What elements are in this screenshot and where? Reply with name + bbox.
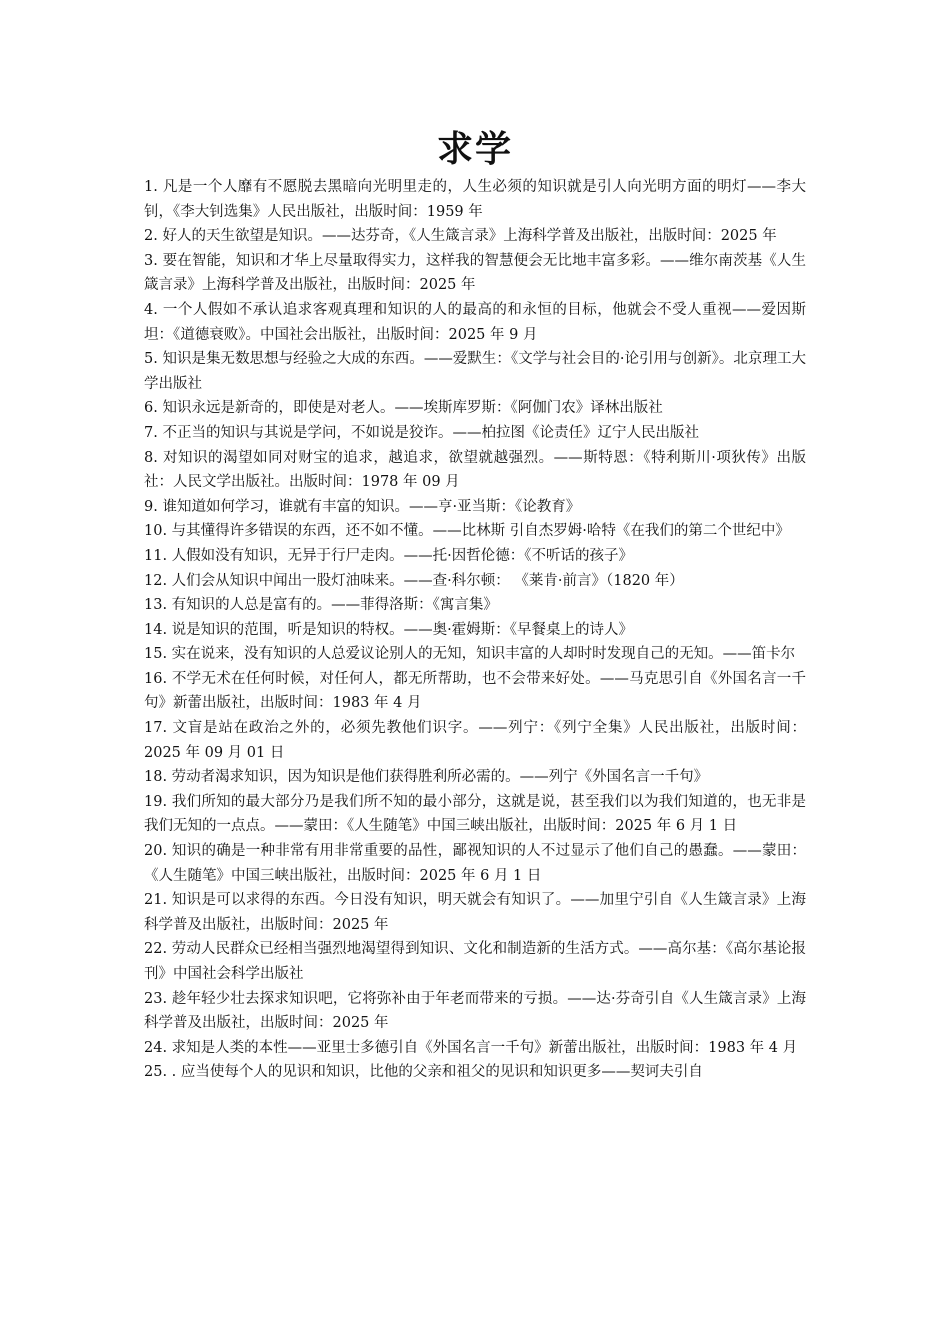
quote-item: 14. 说是知识的范围，听是知识的特权。——奥·霍姆斯：《早餐桌上的诗人》 [144,621,634,638]
quote-item: 12. 人们会从知识中闻出一股灯油味来。——查·科尔顿： 《莱肯·前言》（1820 年） [144,572,684,589]
quote-item: 8. 对知识的渴望如同对财宝的追求，越追求，欲望就越强烈。——斯特恩：《特利斯川·项狄传》出版社：人民文学出版社。出版时间：1978 年 09 月 [144,449,806,491]
quote-item: 24. 求知是人类的本性——亚里士多德引自《外国名言一千句》新蕾出版社，出版时间：1983 年 4 月 [144,1039,798,1056]
quote-item: 18. 劳动者渴求知识，因为知识是他们获得胜利所必需的。——列宁《外国名言一千句》 [144,769,709,786]
quote-item: 17. 文盲是站在政治之外的，必须先教他们识字。——列宁：《列宁全集》人民出版社，出版时间：2025 年 09 月 01 日 [144,720,806,761]
quote-item: 21. 知识是可以求得的东西。今日没有知识，明天就会有知识了。——加里宁引自《人生箴言录》上海科学普及出版社，出版时间：2025 年 [144,892,806,933]
quote-item: 4. 一个人假如不承认追求客观真理和知识的人的最高的和永恒的目标，他就会不受人重视——爱因斯坦：《道德衰败》。中国社会出版社，出版时间：2025 年 9 月 [144,301,806,343]
quote-item: 3. 要在智能，知识和才华上尽量取得实力，这样我的智慧便会无比地丰富多彩。——维尔南茨基《人生箴言录》上海科学普及出版社，出版时间：2025 年 [144,252,806,294]
quote-item: 1. 凡是一个人靡有不愿脱去黑暗向光明里走的，人生必须的知识就是引人向光明方面的明灯——李大钊，《李大钊选集》人民出版社，出版时间：1959 年 [144,179,806,220]
page-title: 求学 [436,129,513,170]
quote-item: 6. 知识永远是新奇的，即使是对老人。——埃斯库罗斯：《阿伽门农》译林出版社 [144,400,663,417]
quote-item: 10. 与其懂得许多错误的东西，还不如不懂。——比林斯 引自杰罗姆·哈特《在我们的第二个世纪中》 [144,523,790,540]
quote-item: 7. 不正当的知识与其说是学问，不如说是狡诈。——柏拉图《论责任》辽宁人民出版社 [144,424,699,441]
quote-item: 23. 趁年轻少壮去探求知识吧，它将弥补由于年老而带来的亏损。——达·芬奇引自《人生箴言录》上海科学普及出版社，出版时间：2025 年 [144,990,806,1032]
quote-item: 15. 实在说来，没有知识的人总爱议论别人的无知，知识丰富的人却时时发现自己的无知。——笛卡尔 [144,646,796,663]
quote-item: 11. 人假如没有知识，无异于行尸走肉。——托·因哲伦德：《不听话的孩子》 [144,547,634,564]
quote-item: 19. 我们所知的最大部分乃是我们所不知的最小部分，这就是说，甚至我们以为我们知道的，也无非是我们无知的一点点。——蒙田：《人生随笔》中国三峡出版社，出版时间：2025 年 6 月 1 日 [144,793,806,835]
quote-item: 16. 不学无术在任何时候，对任何人，都无所帮助，也不会带来好处。——马克思引自《外国名言一千句》新蕾出版社，出版时间：1983 年 4 月 [144,670,806,712]
quote-item: 2. 好人的天生欲望是知识。——达芬奇，《人生箴言录》上海科学普及出版社，出版时间：2025 年 [144,228,777,245]
quote-item: 20. 知识的确是一种非常有用非常重要的品性，鄙视知识的人不过显示了他们自己的愚蠢。——蒙田：《人生随笔》中国三峡出版社，出版时间：2025 年 6 月 1 日 [144,843,806,884]
quote-item: 22. 劳动人民群众已经相当强烈地渴望得到知识、文化和制造新的生活方式。——高尔基：《高尔基论报刊》中国社会科学出版社 [144,941,806,982]
quote-item: 13. 有知识的人总是富有的。——菲得洛斯：《寓言集》 [144,597,498,614]
quote-list [144,175,806,1085]
quote-item: 9. 谁知道如何学习，谁就有丰富的知识。——亨·亚当斯：《论教育》 [144,498,581,515]
quote-item: 25. . 应当使每个人的见识和知识，比他的父亲和祖父的见识和知识更多——契诃夫引自 [144,1064,703,1081]
quote-item: 5. 知识是集无数思想与经验之大成的东西。——爱默生：《文学与社会目的·论引用与创新》。北京理工大学出版社 [144,351,806,392]
